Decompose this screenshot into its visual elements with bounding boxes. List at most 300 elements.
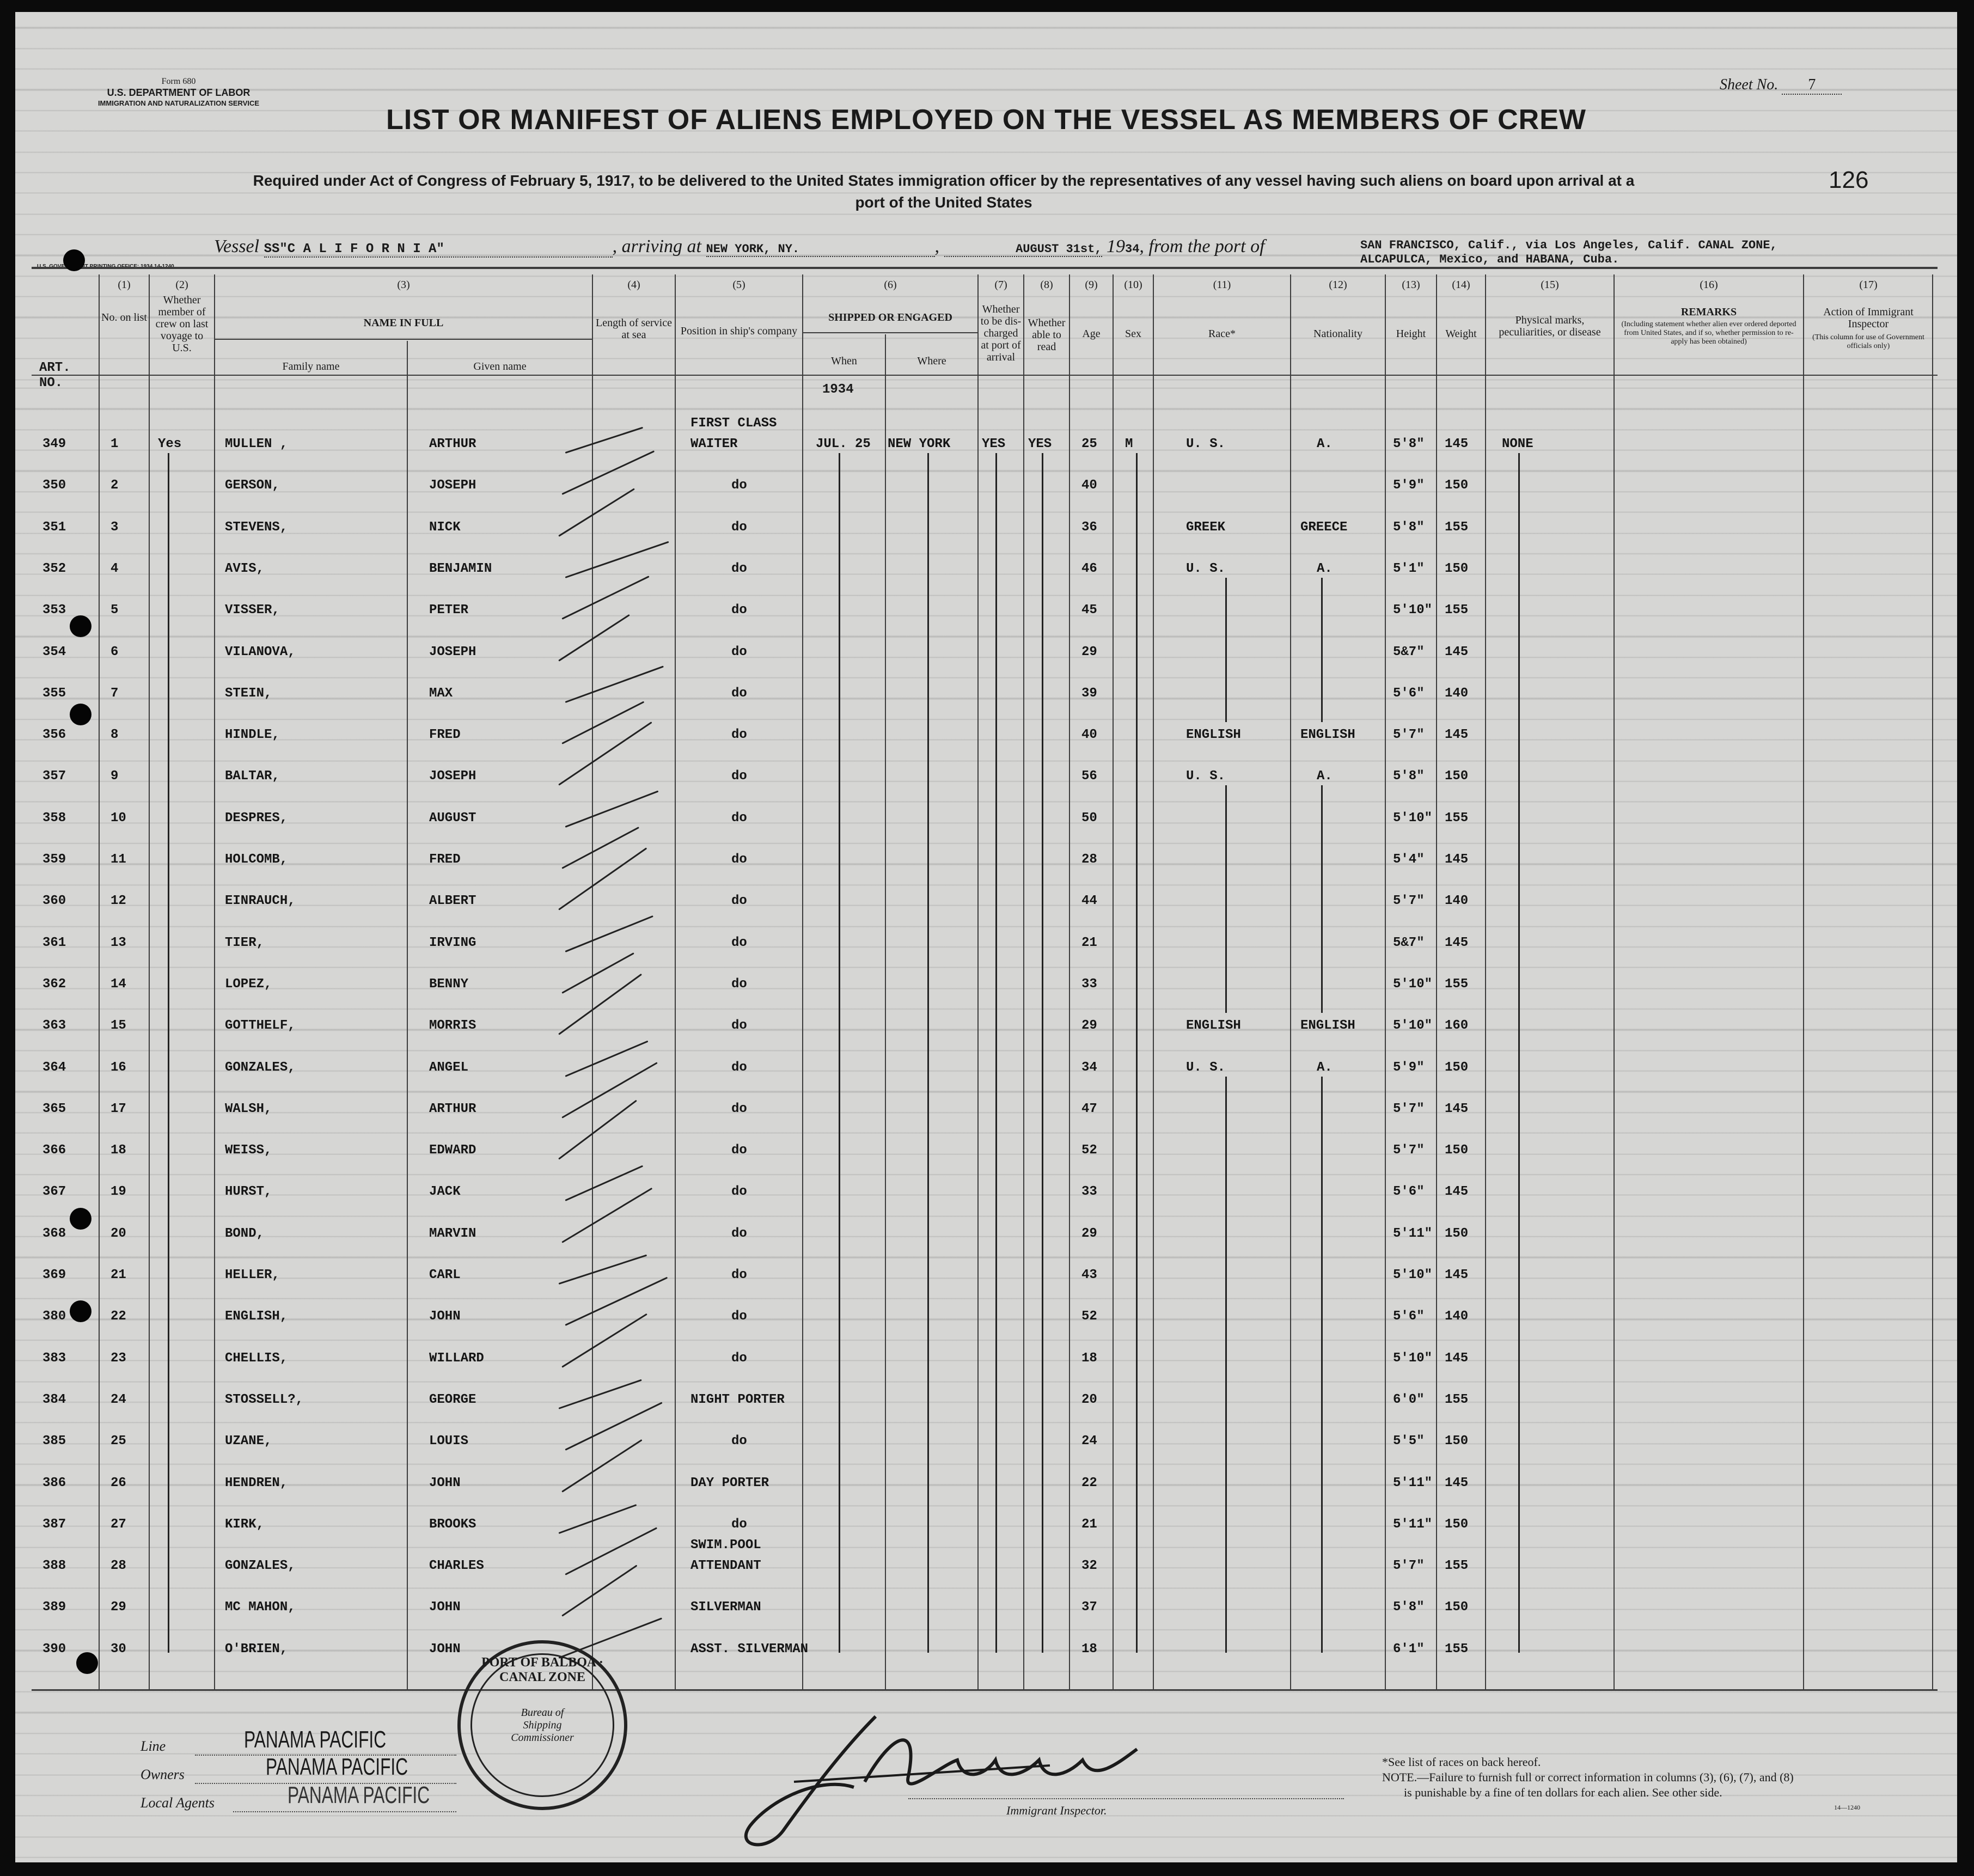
col16-subheader: (Including statement whether alien ever ordered deported from United States, and if so, whether permission to re-apply has been obtained): [1621, 320, 1796, 346]
col12-header: Nationality: [1313, 328, 1362, 340]
punch-hole: [63, 249, 85, 271]
col11-header: Race*: [1208, 328, 1236, 340]
physical-marks-cell: NONE: [1502, 437, 1533, 451]
list-number-cell: 4: [111, 561, 119, 576]
year-prefix: 19: [1107, 236, 1125, 256]
given-name-cell: WILLARD: [429, 1351, 484, 1366]
col6b-header: Where: [917, 355, 946, 367]
column-divider: [1113, 274, 1114, 1689]
discharged-cell: YES: [982, 437, 1006, 451]
owners-value: PANAMA PACIFIC: [266, 1753, 408, 1780]
art-number-cell: 360: [42, 894, 66, 909]
table-bottom-border: [32, 1689, 1938, 1691]
punch-hole: [70, 1300, 91, 1322]
height-cell: 5'1": [1393, 561, 1425, 576]
family-name-cell: VILANOVA,: [225, 644, 296, 659]
nationality-cell: GREECE: [1300, 520, 1348, 535]
height-cell: 6'0": [1393, 1392, 1425, 1407]
age-cell: 29: [1081, 644, 1097, 659]
height-cell: 5'7": [1393, 894, 1425, 909]
col8-header: Whether able to read: [1028, 317, 1066, 353]
col17-subheader: (This column for use of Government officials only): [1812, 333, 1924, 350]
col15-number: (15): [1541, 279, 1559, 291]
shipped-when-cell: JUL. 25: [816, 437, 871, 451]
age-cell: 47: [1081, 1101, 1097, 1116]
list-number-cell: 5: [111, 603, 119, 618]
list-number-cell: 8: [111, 728, 119, 743]
list-number-cell: 30: [111, 1641, 126, 1657]
position-cell: do: [731, 1018, 747, 1034]
shipped-subheader-rule: [803, 332, 977, 333]
col6-header: SHIPPED OR ENGAGED: [828, 311, 952, 323]
arriving-port: NEW YORK, NY.: [706, 242, 935, 257]
col9-number: (9): [1085, 279, 1098, 291]
weight-cell: 155: [1445, 1641, 1469, 1657]
arrival-date: AUGUST 31st,: [944, 242, 1102, 257]
weight-cell: 150: [1445, 478, 1469, 493]
height-cell: 5'10": [1393, 810, 1433, 826]
column-divider: [1385, 274, 1386, 1689]
family-name-cell: GERSON,: [225, 478, 280, 493]
pencil-check-mark: [558, 974, 642, 1035]
race-cell: ENGLISH: [1186, 728, 1241, 743]
list-number-cell: 27: [111, 1517, 126, 1532]
punch-hole: [76, 1652, 98, 1674]
race-cell: U. S.: [1186, 437, 1226, 451]
family-name-cell: UZANE,: [225, 1434, 272, 1449]
art-number-cell: 359: [42, 852, 66, 867]
height-cell: 5&7": [1393, 935, 1425, 950]
weight-cell: 155: [1445, 810, 1469, 826]
age-cell: 18: [1081, 1351, 1097, 1366]
owners-label: Owners: [140, 1767, 185, 1782]
given-name-cell: MAX: [429, 686, 453, 701]
position-top-cell: FIRST CLASS: [690, 416, 777, 431]
height-cell: 5'11": [1393, 1475, 1433, 1490]
height-cell: 6'1": [1393, 1641, 1425, 1657]
nationality-cell: A.: [1317, 1060, 1333, 1075]
art-number-cell: 361: [42, 935, 66, 950]
given-name-cell: ARTHUR: [429, 437, 476, 451]
inspector-underline: [908, 1798, 1344, 1799]
position-cell: do: [731, 1060, 747, 1075]
ditto-line: [1225, 1077, 1227, 1653]
art-number-cell: 364: [42, 1060, 66, 1075]
family-name-cell: EINRAUCH,: [225, 894, 296, 909]
race-cell: ENGLISH: [1186, 1018, 1241, 1034]
ditto-line: [1321, 578, 1323, 722]
subtitle-line-1: Required under Act of Congress of February 5, 1917, to be delivered to the United States immigration officer by the representatives of any vessel having such aliens on board upon arrival at a: [253, 172, 1635, 189]
art-number-cell: 390: [42, 1641, 66, 1657]
voyage-line: Vessel SS"C A L I F O R N I A" , arriving at NEW YORK, NY. , AUGUST 31st, 1934, from the port of: [214, 236, 1265, 256]
name-split-divider: [407, 341, 408, 1689]
col16-header: REMARKS: [1680, 306, 1737, 318]
height-cell: 5'9": [1393, 478, 1425, 493]
art-number-cell: 353: [42, 603, 66, 618]
age-cell: 46: [1081, 561, 1097, 576]
age-cell: 21: [1081, 1517, 1097, 1532]
height-cell: 5'7": [1393, 728, 1425, 743]
height-cell: 5'5": [1393, 1434, 1425, 1449]
age-cell: 20: [1081, 1392, 1097, 1407]
family-name-cell: MULLEN ,: [225, 437, 288, 451]
column-divider: [1614, 274, 1615, 1689]
list-number-cell: 15: [111, 1018, 126, 1034]
race-cell: U. S.: [1186, 1060, 1226, 1075]
art-number-cell: 386: [42, 1475, 66, 1490]
col5-header: Position in ship's company: [680, 325, 798, 337]
pencil-check-mark: [559, 1255, 647, 1285]
given-name-cell: ALBERT: [429, 894, 476, 909]
col12-number: (12): [1329, 279, 1347, 291]
ditto-line: [1136, 453, 1138, 1653]
page-stamp-number: 126: [1829, 167, 1869, 193]
pencil-check-mark: [561, 827, 639, 869]
punch-hole: [70, 704, 91, 725]
from-port: [1360, 239, 1777, 267]
col6a-header: When: [831, 355, 857, 367]
vessel-name: SS"C A L I F O R N I A": [264, 242, 613, 258]
pencil-check-mark: [565, 1402, 662, 1451]
weight-cell: 145: [1445, 1184, 1469, 1200]
pencil-check-mark: [558, 614, 630, 661]
family-name-cell: O'BRIEN,: [225, 1641, 288, 1657]
family-name-cell: HOLCOMB,: [225, 852, 288, 867]
position-cell: do: [731, 1143, 747, 1158]
art-number-cell: 354: [42, 644, 66, 659]
height-cell: 5'9": [1393, 1060, 1425, 1075]
given-name-cell: MARVIN: [429, 1226, 476, 1241]
arriving-label: , arriving at: [612, 236, 701, 256]
col8-number: (8): [1040, 279, 1053, 291]
note-penalty-1: NOTE.—Failure to furnish full or correct information in columns (3), (6), (7), and (8): [1382, 1770, 1794, 1784]
sex-cell: M: [1125, 437, 1133, 451]
art-number-cell: 388: [42, 1559, 66, 1574]
nationality-cell: A.: [1317, 561, 1333, 576]
art-number-cell: 369: [42, 1268, 66, 1282]
column-divider: [149, 274, 150, 1689]
age-cell: 52: [1081, 1143, 1097, 1158]
column-divider: [1485, 274, 1486, 1689]
column-divider: [977, 274, 979, 1689]
list-number-cell: 26: [111, 1475, 126, 1490]
position-cell: do: [731, 603, 747, 618]
family-name-cell: GONZALES,: [225, 1060, 296, 1075]
art-number-cell: 350: [42, 478, 66, 493]
position-cell: do: [731, 1184, 747, 1200]
given-name-cell: JOHN: [429, 1309, 461, 1324]
pencil-check-mark: [565, 1040, 648, 1077]
position-cell: do: [731, 1517, 747, 1532]
col15-header: Physical marks, peculiarities, or disease: [1499, 314, 1601, 338]
age-cell: 52: [1081, 1309, 1097, 1324]
art-number-cell: 368: [42, 1226, 66, 1241]
height-cell: 5'6": [1393, 1309, 1425, 1324]
height-cell: 5'7": [1393, 1101, 1425, 1116]
list-number-cell: 1: [111, 437, 119, 451]
given-name-cell: JOHN: [429, 1475, 461, 1490]
column-divider: [675, 274, 676, 1689]
age-cell: 36: [1081, 520, 1097, 535]
list-number-cell: 16: [111, 1060, 126, 1075]
weight-cell: 155: [1445, 1559, 1469, 1574]
nationality-cell: ENGLISH: [1300, 1018, 1355, 1034]
weight-cell: 145: [1445, 644, 1469, 659]
family-name-cell: WALSH,: [225, 1101, 272, 1116]
family-name-cell: WEISS,: [225, 1143, 272, 1158]
col2-header: Whether member of crew on last voyage to U.S.: [155, 294, 209, 354]
family-name-cell: VISSER,: [225, 603, 280, 618]
position-cell: do: [731, 976, 747, 992]
column-divider: [99, 274, 100, 1689]
height-cell: 5'8": [1393, 437, 1425, 451]
position-cell: do: [731, 728, 747, 743]
height-cell: 5'10": [1393, 1268, 1433, 1282]
list-number-cell: 25: [111, 1434, 126, 1449]
weight-cell: 150: [1445, 1434, 1469, 1449]
list-number-cell: 12: [111, 894, 126, 909]
height-cell: 5&7": [1393, 644, 1425, 659]
height-cell: 5'11": [1393, 1517, 1433, 1532]
stamp-inner-text: Bureau of Shipping Commissioner: [511, 1706, 574, 1744]
family-name-cell: STEVENS,: [225, 520, 288, 535]
given-name-cell: PETER: [429, 603, 469, 618]
art-number-cell: 385: [42, 1434, 66, 1449]
age-cell: 21: [1081, 935, 1097, 950]
position-cell: do: [731, 1268, 747, 1282]
col5-number: (5): [732, 279, 745, 291]
weight-cell: 145: [1445, 1351, 1469, 1366]
family-name-cell: DESPRES,: [225, 810, 288, 826]
height-cell: 5'10": [1393, 1351, 1433, 1366]
pencil-check-mark: [561, 1565, 637, 1617]
col9-header: Age: [1082, 328, 1101, 340]
pencil-check-mark: [559, 1379, 642, 1409]
list-number-cell: 21: [111, 1268, 126, 1282]
weight-cell: 155: [1445, 976, 1469, 992]
age-cell: 44: [1081, 894, 1097, 909]
year-suffix: 34: [1125, 242, 1140, 256]
list-number-cell: 9: [111, 769, 119, 784]
age-cell: 37: [1081, 1600, 1097, 1615]
weight-cell: 145: [1445, 1475, 1469, 1490]
pencil-check-mark: [561, 450, 655, 495]
height-cell: 5'7": [1393, 1143, 1425, 1158]
inspector-signature: [712, 1700, 1235, 1853]
family-name-cell: AVIS,: [225, 561, 265, 576]
list-number-cell: 14: [111, 976, 126, 992]
art-number-cell: 365: [42, 1101, 66, 1116]
position-cell: do: [731, 852, 747, 867]
family-name-cell: LOPEZ,: [225, 976, 272, 992]
position-cell: do: [731, 561, 747, 576]
given-name-cell: LOUIS: [429, 1434, 469, 1449]
art-number-cell: 349: [42, 437, 66, 451]
weight-cell: 150: [1445, 561, 1469, 576]
weight-cell: 150: [1445, 1517, 1469, 1532]
position-cell: ASST. SILVERMAN: [690, 1641, 809, 1657]
ditto-line: [1518, 453, 1520, 1653]
col1-header: No. on list: [101, 311, 147, 323]
list-number-cell: 22: [111, 1309, 126, 1324]
list-number-cell: 10: [111, 810, 126, 826]
ditto-line: [995, 453, 997, 1653]
age-cell: 45: [1081, 603, 1097, 618]
ditto-line: [839, 453, 840, 1653]
pencil-check-mark: [565, 790, 658, 827]
nationality-cell: A.: [1317, 769, 1333, 784]
pencil-check-mark: [561, 701, 644, 744]
column-divider: [1436, 274, 1437, 1689]
name-subheader-rule: [215, 339, 592, 340]
age-cell: 39: [1081, 686, 1097, 701]
vessel-label: Vessel: [214, 236, 260, 256]
art-number-cell: 363: [42, 1018, 66, 1034]
art-number-cell: 355: [42, 686, 66, 701]
punch-hole: [70, 1208, 91, 1230]
subtitle-line-2: port of the United States: [855, 194, 1032, 211]
weight-cell: 140: [1445, 1309, 1469, 1324]
shipped-split-divider: [885, 334, 886, 1689]
header-bottom-rule: [32, 375, 1938, 376]
col10-header: Sex: [1125, 328, 1141, 340]
col17-number: (17): [1859, 279, 1878, 291]
age-cell: 18: [1081, 1641, 1097, 1657]
race-cell: U. S.: [1186, 769, 1226, 784]
position-cell: do: [731, 520, 747, 535]
family-name-cell: HENDREN,: [225, 1475, 288, 1490]
department-name: U.S. DEPARTMENT OF LABOR: [107, 87, 250, 98]
race-cell: GREEK: [1186, 520, 1226, 535]
col3b-header: Given name: [473, 360, 527, 372]
pencil-check-mark: [565, 665, 663, 702]
weight-cell: 150: [1445, 1143, 1469, 1158]
form-code: 14—1240: [1834, 1804, 1860, 1811]
art-number-cell: 380: [42, 1309, 66, 1324]
art-number-cell: 351: [42, 520, 66, 535]
age-cell: 32: [1081, 1559, 1097, 1574]
line-value: PANAMA PACIFIC: [244, 1726, 387, 1753]
pencil-check-mark: [565, 1527, 657, 1575]
age-cell: 50: [1081, 810, 1097, 826]
height-cell: 5'10": [1393, 976, 1433, 992]
ditto-line: [1042, 453, 1043, 1653]
age-cell: 34: [1081, 1060, 1097, 1075]
pencil-check-mark: [558, 1504, 637, 1534]
pencil-check-mark: [565, 1277, 668, 1326]
given-name-cell: IRVING: [429, 935, 476, 950]
height-cell: 5'10": [1393, 1018, 1433, 1034]
ditto-line: [1225, 785, 1227, 1013]
position-cell: do: [731, 769, 747, 784]
agents-value: PANAMA PACIFIC: [288, 1782, 430, 1808]
weight-cell: 155: [1445, 1392, 1469, 1407]
weight-cell: 150: [1445, 769, 1469, 784]
ditto-line: [1321, 1077, 1323, 1653]
age-cell: 24: [1081, 1434, 1097, 1449]
list-number-cell: 29: [111, 1600, 126, 1615]
weight-cell: 150: [1445, 1600, 1469, 1615]
given-name-cell: JOSEPH: [429, 769, 476, 784]
column-divider: [214, 274, 215, 1689]
col16-number: (16): [1700, 279, 1718, 291]
weight-cell: 145: [1445, 935, 1469, 950]
page-title: LIST OR MANIFEST OF ALIENS EMPLOYED ON THE VESSEL AS MEMBERS OF CREW: [386, 104, 1586, 136]
col13-number: (13): [1402, 279, 1420, 291]
given-name-cell: FRED: [429, 852, 461, 867]
list-number-cell: 13: [111, 935, 126, 950]
family-name-cell: MC MAHON,: [225, 1600, 296, 1615]
family-name-cell: HINDLE,: [225, 728, 280, 743]
position-top-cell: SWIM.POOL: [690, 1538, 761, 1553]
nationality-cell: A.: [1317, 437, 1333, 451]
age-cell: 29: [1081, 1018, 1097, 1034]
given-name-cell: CARL: [429, 1268, 461, 1282]
weight-cell: 145: [1445, 1268, 1469, 1282]
age-cell: 25: [1081, 437, 1097, 451]
family-name-cell: ENGLISH,: [225, 1309, 288, 1324]
family-name-cell: HURST,: [225, 1184, 272, 1200]
art-number-cell: 387: [42, 1517, 66, 1532]
position-cell: do: [731, 810, 747, 826]
age-cell: 56: [1081, 769, 1097, 784]
given-name-cell: NICK: [429, 520, 461, 535]
given-name-cell: FRED: [429, 728, 461, 743]
position-cell: do: [731, 1101, 747, 1116]
column-divider: [592, 274, 593, 1689]
art-number-cell: 366: [42, 1143, 66, 1158]
position-cell: do: [731, 686, 747, 701]
form-number: Form 680: [161, 77, 196, 86]
column-divider: [802, 274, 803, 1689]
col3a-header: Family name: [282, 360, 340, 372]
family-name-cell: KIRK,: [225, 1517, 265, 1532]
art-number-cell: 384: [42, 1392, 66, 1407]
weight-cell: 155: [1445, 520, 1469, 535]
height-cell: 5'6": [1393, 1184, 1425, 1200]
service-name: IMMIGRATION AND NATURALIZATION SERVICE: [97, 99, 260, 107]
pencil-check-mark: [565, 541, 669, 578]
weight-cell: 140: [1445, 686, 1469, 701]
height-cell: 5'8": [1393, 769, 1425, 784]
pencil-check-mark: [558, 488, 635, 536]
pencil-check-mark: [565, 1165, 643, 1201]
pencil-check-mark: [561, 576, 649, 620]
height-cell: 5'8": [1393, 520, 1425, 535]
given-name-cell: GEORGE: [429, 1392, 476, 1407]
agents-underline: [233, 1811, 456, 1812]
line-label: Line: [140, 1738, 166, 1754]
given-name-cell: MORRIS: [429, 1018, 476, 1034]
manifest-sheet: [15, 12, 1957, 1862]
art-number-cell: 389: [42, 1600, 66, 1615]
age-cell: 33: [1081, 976, 1097, 992]
position-cell: do: [731, 1351, 747, 1366]
weight-cell: 150: [1445, 1060, 1469, 1075]
family-name-cell: STOSSELL?,: [225, 1392, 304, 1407]
list-number-cell: 24: [111, 1392, 126, 1407]
pencil-check-mark: [558, 1100, 637, 1160]
given-name-cell: BROOKS: [429, 1517, 476, 1532]
list-number-cell: 2: [111, 478, 119, 493]
family-name-cell: CHELLIS,: [225, 1351, 288, 1366]
list-number-cell: 3: [111, 520, 119, 535]
punch-hole: [70, 615, 91, 637]
family-name-cell: GONZALES,: [225, 1559, 296, 1574]
position-cell: do: [731, 935, 747, 950]
col7-number: (7): [994, 279, 1007, 291]
position-cell: NIGHT PORTER: [690, 1392, 785, 1407]
